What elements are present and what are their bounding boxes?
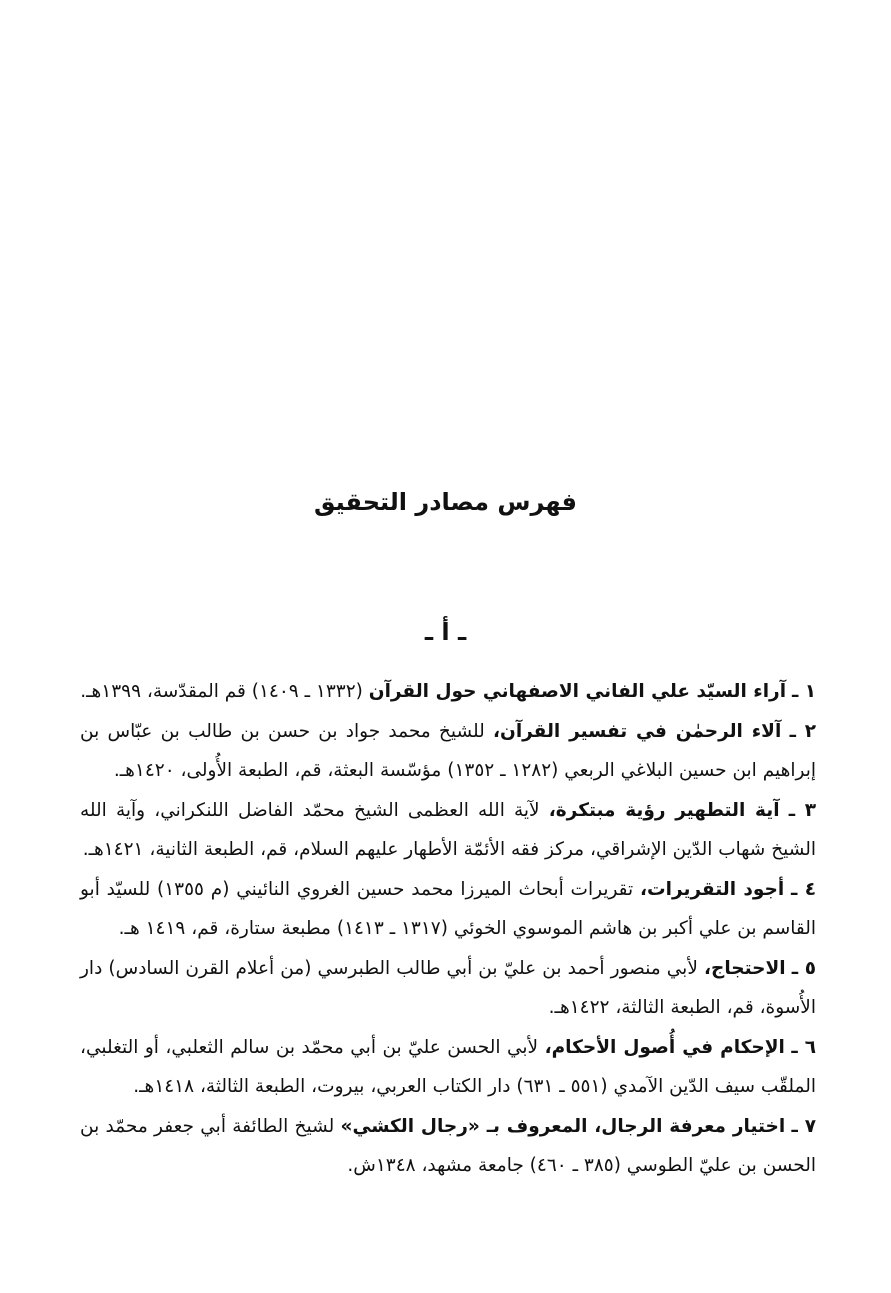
bibliography-entry-2 [80,712,816,791]
entry-number: ٥ ـ [791,957,816,979]
bibliography-entry-7 [80,1107,816,1186]
bibliography-entry-3 [80,791,816,870]
bibliography-entry-5 [80,949,816,1028]
bibliography-entry-6 [80,1028,816,1107]
entry-number: ٧ ـ [791,1115,816,1137]
entry-details: لآية الله العظمى الشيخ محمّد الفاضل اللنكراني، وآية الله الشيخ شهاب الدّين الإشراقي، مركز فقه الأئمّة الأطهار عليهم السلام، قم، الطبعة الثانية، ١٤٢١هـ. [80,799,816,860]
entry-title: آلاء الرحمٰن في تفسير القرآن، [493,720,782,742]
entry-details: لأبي منصور أحمد بن عليّ بن أبي طالب الطبرسي (من أعلام القرن السادس) دار الأُسوة، قم، الطبعة الثالثة، ١٤٢٢هـ. [80,957,816,1018]
entry-number: ٣ ـ [788,799,816,821]
entry-title: الإحكام في أُصول الأحكام، [544,1036,785,1058]
section-letter-heading: ـ أ ـ [424,618,467,646]
entry-number: ١ ـ [791,681,816,702]
entry-details: لأبي الحسن عليّ بن أبي محمّد بن سالم الثعلبي، أو التغلبي، الملقّب سيف الدّين الآمدي (٥٥١ ـ ٦٣١) دار الكتاب العربي، بيروت، الطبعة الثالثة، ١٤١٨هـ. [80,1036,816,1097]
entry-details: لشيخ الطائفة أبي جعفر محمّد بن الحسن بن عليّ الطوسي (٣٨٥ ـ ٤٦٠) جامعة مشهد، ١٣٤٨ش. [80,1115,816,1176]
entry-title: آية التطهير رؤية مبتكرة، [548,799,780,821]
bibliography-list [80,672,816,1186]
entry-title: الاحتجاج، [703,957,786,979]
entry-number: ٦ ـ [791,1036,816,1058]
entry-number: ٢ ـ [789,720,817,742]
entry-title: أجود التقريرات، [640,878,785,900]
entry-title: اختيار معرفة الرجال، المعروف بـ «رجال الكشي» [340,1115,786,1137]
bibliography-entry-4 [80,870,816,949]
entry-details: (١٣٣٢ ـ ١٤٠٩) قم المقدّسة، ١٣٩٩هـ. [80,681,363,702]
entry-number: ٤ ـ [791,878,816,900]
page-title: فهرس مصادر التحقيق [313,488,577,516]
entry-title: آراء السيّد علي الفاني الاصفهاني حول القرآن [368,681,787,702]
bibliography-entry-1 [80,672,816,712]
entry-details: للشيخ محمد جواد بن حسن بن طالب بن عبّاس بن إبراهيم ابن حسين البلاغي الربعي (١٢٨٢ ـ ١٣٥٢) مؤسّسة البعثة، قم، الطبعة الأُولى، ١٤٢٠هـ. [80,720,816,781]
entry-details: تقريرات أبحاث الميرزا محمد حسين الغروي النائيني (م ١٣٥٥) للسيّد أبو القاسم بن علي أكبر بن هاشم الموسوي الخوئي (١٣١٧ ـ ١٤١٣) مطبعة ستارة، قم، ١٤١٩ هـ. [80,878,816,939]
